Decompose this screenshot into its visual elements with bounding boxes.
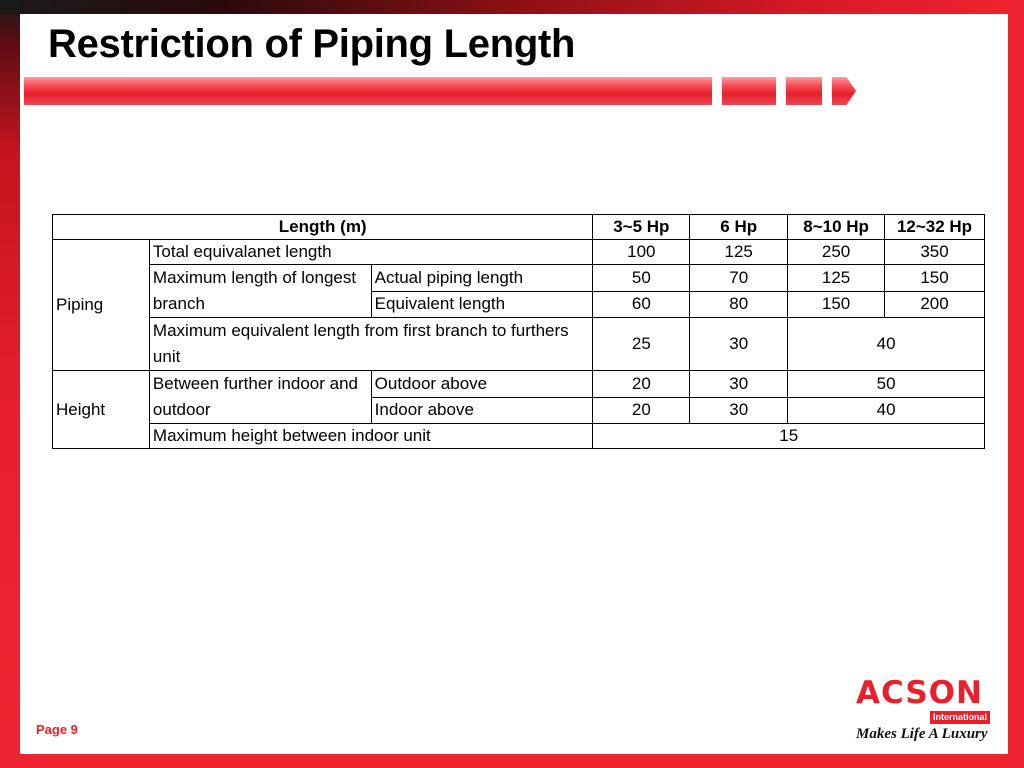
logo-subtitle: International — [930, 711, 990, 724]
slide-title: Restriction of Piping Length — [48, 22, 576, 66]
cell-value: 40 — [788, 397, 985, 424]
cell-value: 30 — [690, 397, 788, 424]
cell-value: 80 — [690, 291, 788, 318]
title-underline-segment — [722, 77, 776, 105]
cell-value: 100 — [593, 240, 690, 265]
cell-value: 25 — [593, 318, 690, 371]
header-col-2: 6 Hp — [690, 215, 788, 240]
frame-left-border — [0, 0, 20, 768]
cell-value: 250 — [788, 240, 885, 265]
frame-right-border — [1008, 0, 1024, 768]
table-header-row — [53, 215, 985, 240]
sub-label-indoor-above: Indoor above — [371, 397, 593, 424]
cell-value: 40 — [788, 318, 985, 371]
cell-value: 30 — [690, 371, 788, 398]
cell-value: 20 — [593, 371, 690, 398]
acson-logo — [856, 676, 992, 746]
cell-value: 15 — [593, 424, 985, 449]
cell-value: 350 — [885, 240, 985, 265]
cell-value: 150 — [885, 265, 985, 292]
slide-canvas — [20, 14, 1008, 754]
cell-value: 60 — [593, 291, 690, 318]
table-row — [53, 265, 985, 292]
cell-value: 20 — [593, 397, 690, 424]
group-label-height: Height — [53, 371, 150, 449]
row-label-max-indoor: Maximum height between indoor unit — [149, 424, 592, 449]
sub-label-actual: Actual piping length — [371, 265, 593, 292]
frame-top-border — [0, 0, 1024, 14]
table-row — [53, 371, 985, 398]
row-label-longest-branch: Maximum length of longest branch — [149, 265, 371, 318]
cell-value: 70 — [690, 265, 788, 292]
cell-value: 125 — [690, 240, 788, 265]
table-row — [53, 318, 985, 371]
header-col-3: 8~10 Hp — [788, 215, 885, 240]
logo-wordmark: ACSON — [856, 675, 983, 711]
cell-value: 50 — [788, 371, 985, 398]
page-number: Page 9 — [36, 722, 78, 737]
title-underline-segment — [786, 77, 822, 105]
header-col-4: 12~32 Hp — [885, 215, 985, 240]
header-length: Length (m) — [53, 215, 593, 240]
cell-value: 200 — [885, 291, 985, 318]
piping-restriction-table — [52, 214, 985, 449]
sub-label-outdoor-above: Outdoor above — [371, 371, 593, 398]
cell-value: 30 — [690, 318, 788, 371]
sub-label-equivalent: Equivalent length — [371, 291, 593, 318]
row-label-between: Between further indoor and outdoor — [149, 371, 371, 424]
frame-bottom-border — [0, 754, 1024, 768]
title-underline-arrow — [832, 77, 856, 105]
cell-value: 125 — [788, 265, 885, 292]
group-label-piping: Piping — [53, 240, 150, 371]
header-col-1: 3~5 Hp — [593, 215, 690, 240]
row-label-first-branch: Maximum equivalent length from first branch to furthers unit — [149, 318, 592, 371]
cell-value: 150 — [788, 291, 885, 318]
table-row — [53, 424, 985, 449]
table-row — [53, 240, 985, 265]
cell-value: 50 — [593, 265, 690, 292]
logo-slogan: Makes Life A Luxury — [856, 726, 988, 742]
row-label-total: Total equivalanet length — [149, 240, 592, 265]
title-underline-bar — [24, 77, 712, 105]
